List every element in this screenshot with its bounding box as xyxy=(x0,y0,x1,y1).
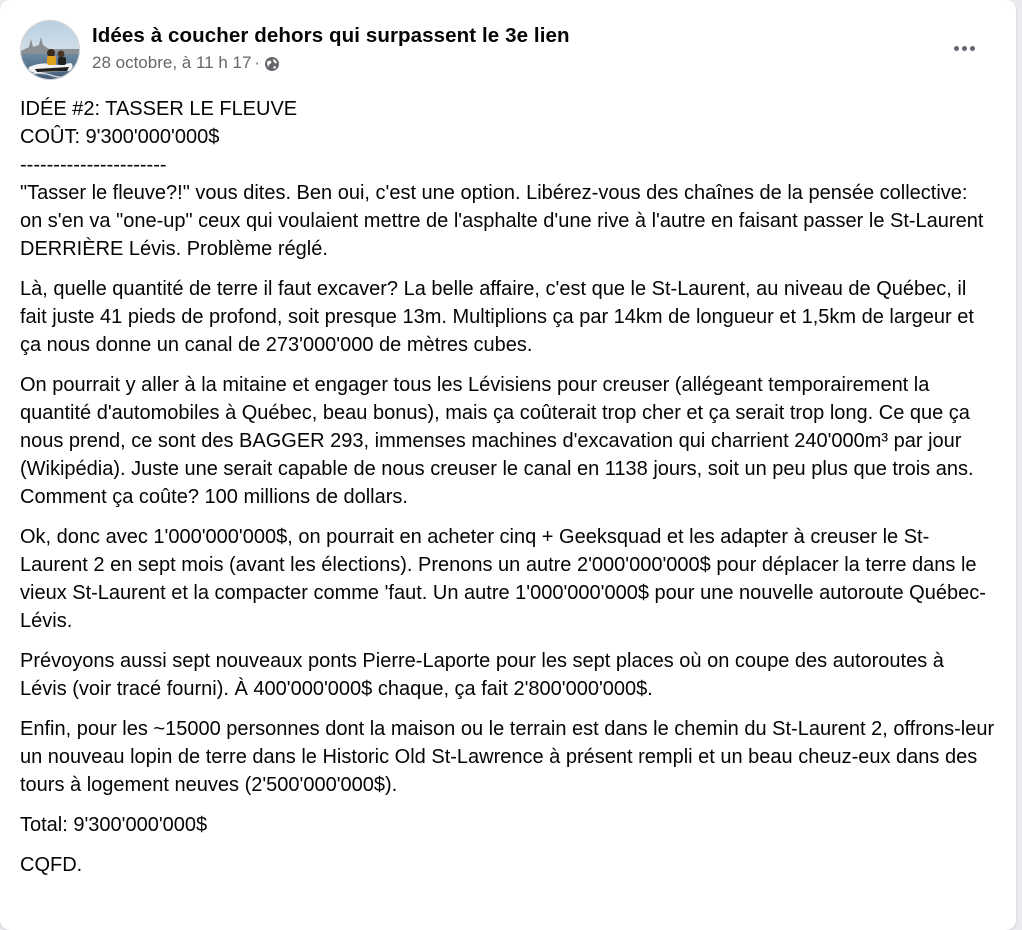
globe-icon[interactable] xyxy=(264,56,280,72)
more-dot xyxy=(954,46,959,51)
page-avatar-image xyxy=(21,21,80,80)
more-dot xyxy=(962,46,967,51)
post-heading-idea: IDÉE #2: TASSER LE FLEUVE xyxy=(20,98,298,120)
post-meta xyxy=(92,53,280,73)
meta-separator: · xyxy=(254,53,261,72)
paragraph: On pourrait y aller à la mitaine et engager tous les Lévisiens pour creuser (allégeant temporairement la quantité d'automobiles à Québec, beau bonus), mais ça coûterait trop cher et ça serait trop long. Ce que ça nous prend, ce sont des BAGGER 293, immenses machines d'excavation qui charrient 240'000m³ par jour (Wikipédia). Juste une serait capable de nous creuser le canal en 1138 jours, soit un peu plus que trois ans. Comment ça coûte? 100 millions de dollars. xyxy=(20,374,974,508)
paragraph-total: Total: 9'300'000'000$ xyxy=(20,814,208,836)
post-heading-cost: COÛT: 9'300'000'000$ xyxy=(20,126,220,148)
post-body xyxy=(20,95,995,891)
post-timestamp[interactable]: 28 octobre, à 11 h 17 xyxy=(92,53,252,72)
paragraph: Enfin, pour les ~15000 personnes dont la maison ou le terrain est dans le chemin du St-Laurent 2, offrons-leur un nouveau lopin de terre dans le Historic Old St-Lawrence à présent rempli et un beau cheuz-eux dans des tours à logement neuves (2'500'000'000$). xyxy=(20,718,995,796)
paragraph: Prévoyons aussi sept nouveaux ponts Pierre-Laporte pour les sept places où on coupe des autoroutes à Lévis (voir tracé fourni). À 400'000'000$ chaque, ça fait 2'800'000'000$. xyxy=(20,650,944,700)
paragraph: Là, quelle quantité de terre il faut excaver? La belle affaire, c'est que le St-Laurent, au niveau de Québec, il fait juste 41 pieds de profond, soit presque 13m. Multiplions ça par 14km de longueur et 1,5km de largeur et ça nous donne un canal de 273'000'000 de mètres cubes. xyxy=(20,278,974,356)
paragraph: "Tasser le fleuve?!" vous dites. Ben oui, c'est une option. Libérez-vous des chaînes de la pensée collective: on s'en va "one-up" ceux qui voulaient mettre de l'asphalte d'une rive à l'autre en faisant passer le St-Laurent DERRIÈRE Lévis. Problème réglé. xyxy=(20,182,984,260)
paragraph-conclusion: CQFD. xyxy=(20,854,83,876)
page-name-link[interactable]: Idées à coucher dehors qui surpassent le 3e lien xyxy=(92,24,570,47)
paragraph: Ok, donc avec 1'000'000'000$, on pourrait en acheter cinq + Geeksquad et les adapter à creuser le St-Laurent 2 en sept mois (avant les élections). Prenons un autre 2'000'000'000$ pour déplacer la terre dans le vieux St-Laurent et la compacter comme 'faut. Un autre 1'000'000'000$ pour une nouvelle autoroute Québec-Lévis. xyxy=(20,526,986,632)
post-divider: ---------------------- xyxy=(20,154,167,176)
more-options-button[interactable] xyxy=(944,34,984,62)
more-dot xyxy=(970,46,975,51)
page-avatar[interactable] xyxy=(20,20,80,80)
